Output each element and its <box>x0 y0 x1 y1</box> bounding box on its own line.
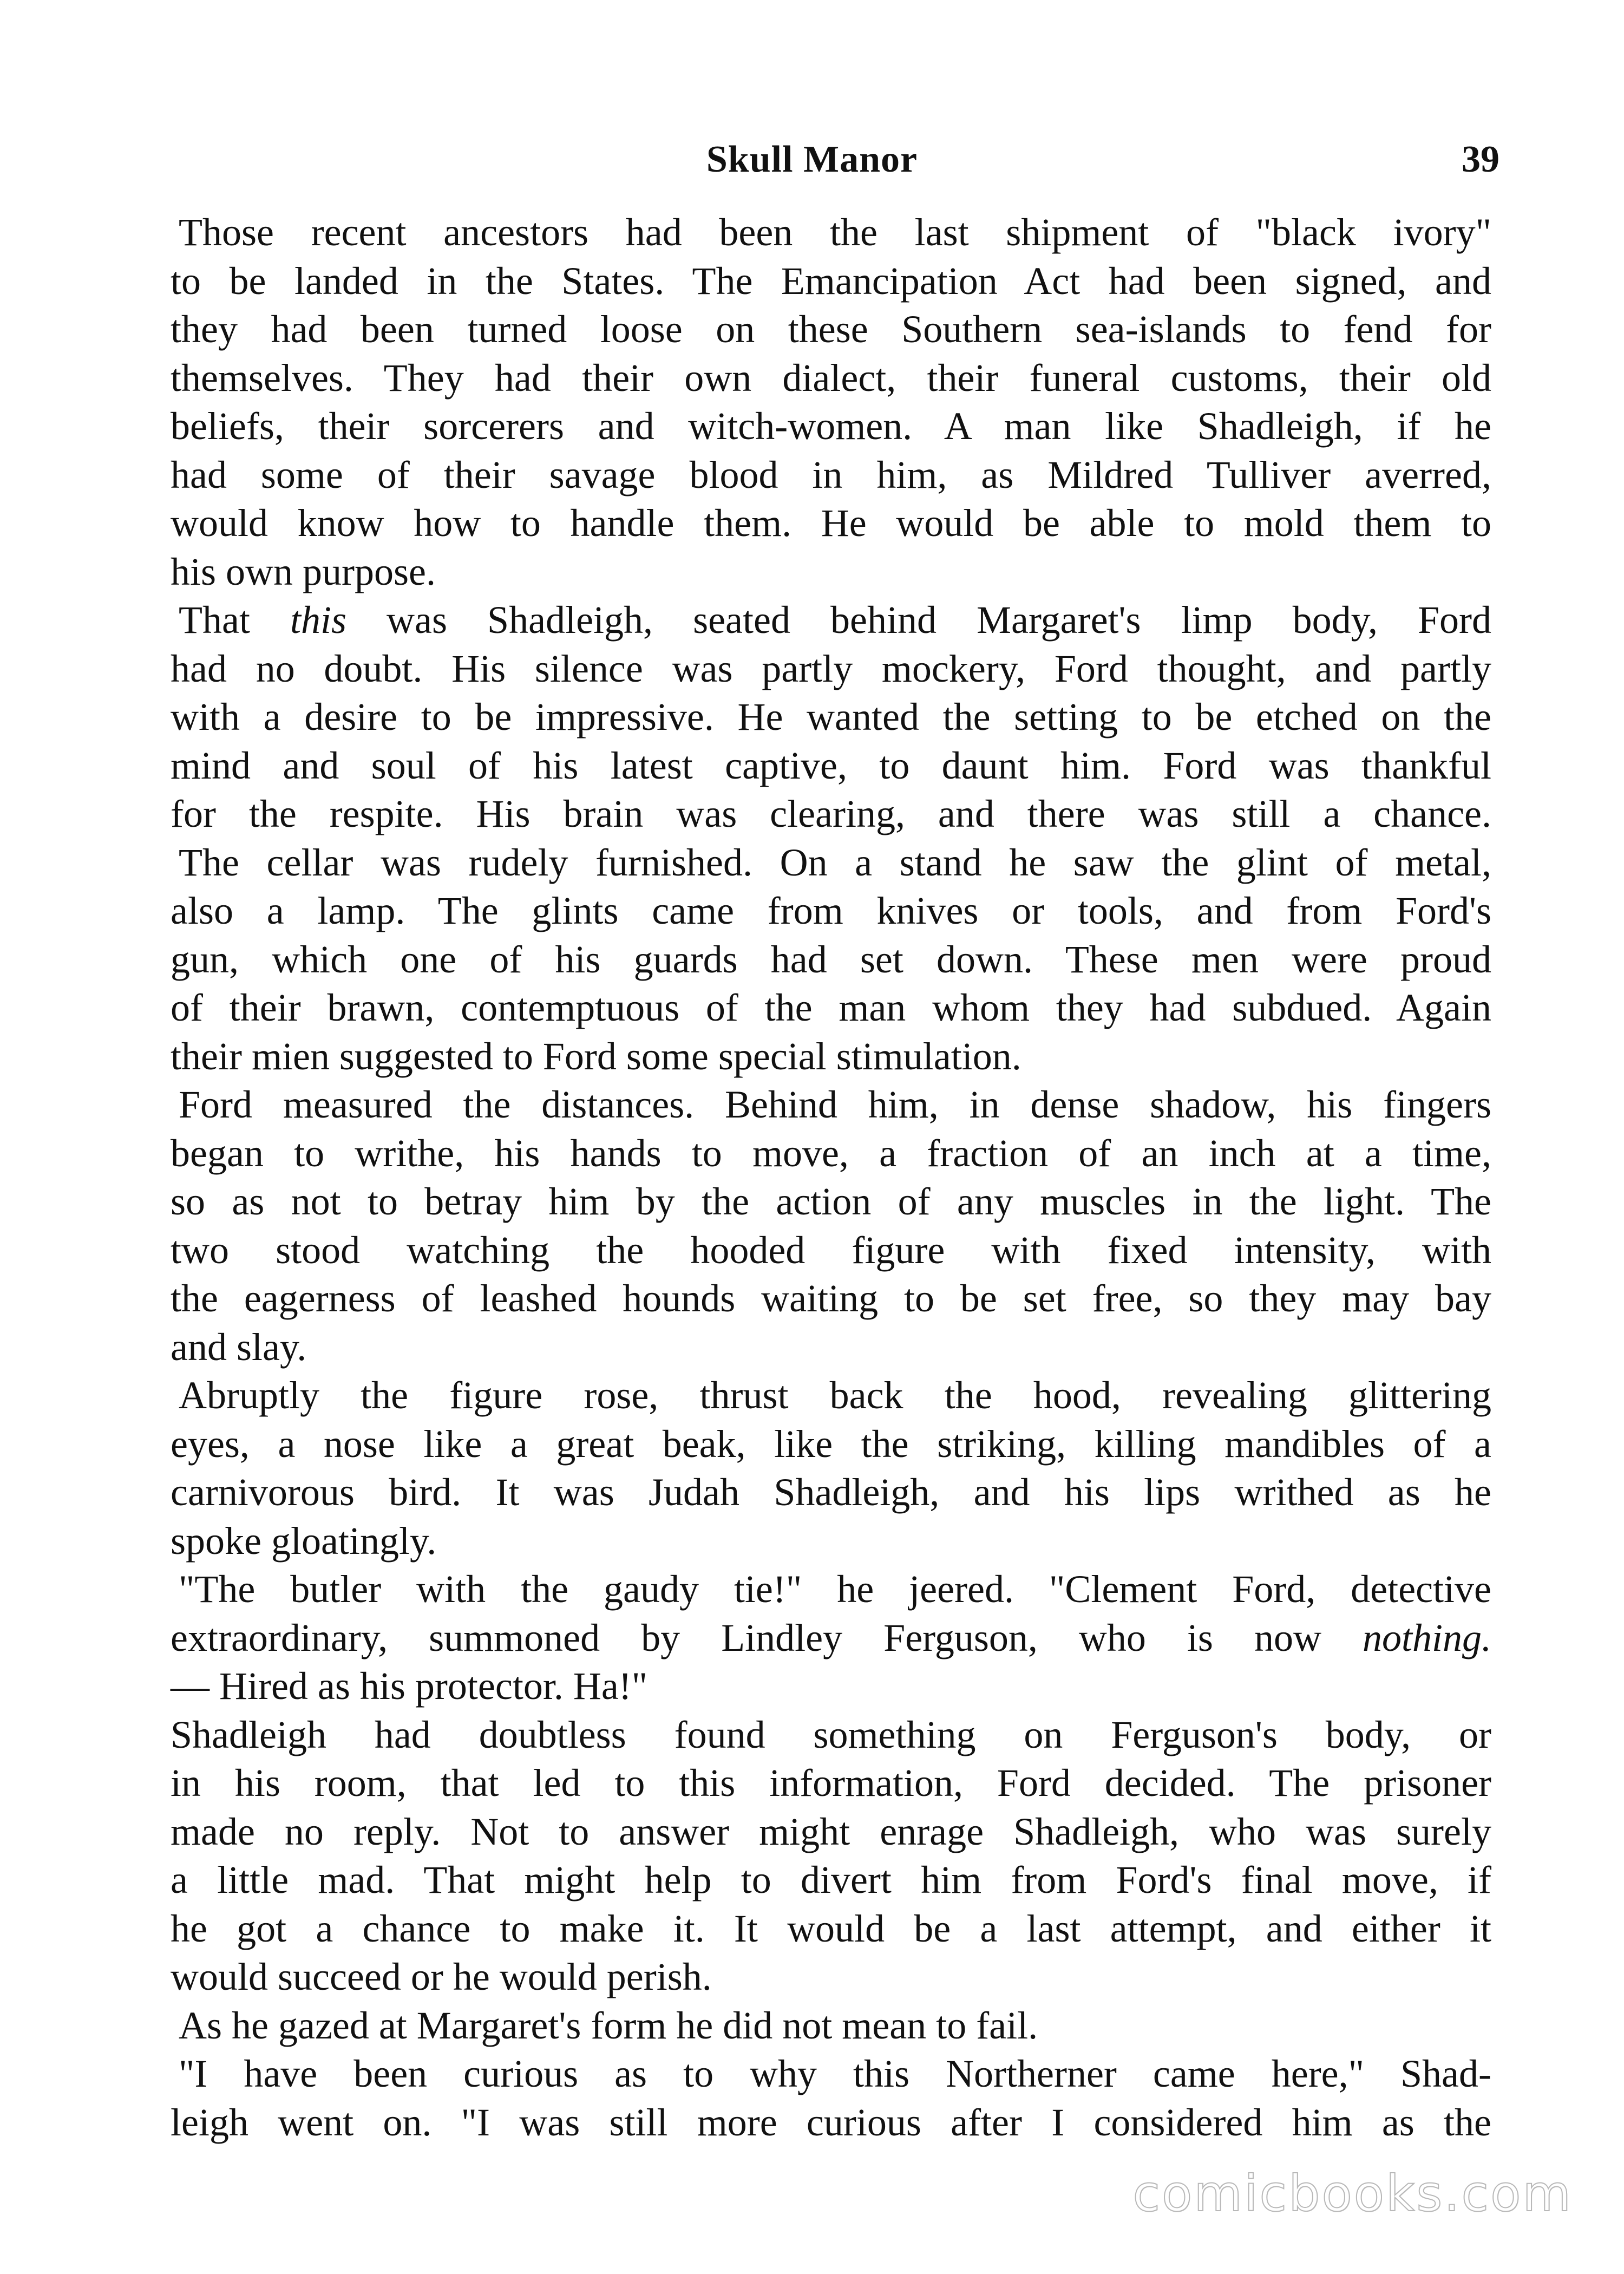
page-number: 39 <box>1462 139 1499 180</box>
text-line: in his room, that led to this information, Ford decided. The prisoner <box>171 1761 1491 1805</box>
text-line: he got a chance to make it. It would be a last attempt, and either it <box>171 1906 1491 1950</box>
text-line: "The butler with the gaudy tie!" he jeered. "Clement Ford, detective <box>179 1567 1491 1611</box>
text-line: Those recent ancestors had been the last shipment of "black ivory" <box>179 211 1491 254</box>
text-line: also a lamp. The glints came from knives or tools, and from Ford's <box>171 889 1491 932</box>
text-line: the eagerness of leashed hounds waiting to be set free, so they may bay <box>171 1277 1491 1320</box>
text-line: had some of their savage blood in him, as Mildred Tulliver averred, <box>171 453 1491 496</box>
text-line-italic: That this was Shadleigh, seated behind Margaret's limp body, Ford <box>179 598 1491 642</box>
text-line: As he gazed at Margaret's form he did not mean to fail. <box>179 2003 1038 2047</box>
text-line: their mien suggested to Ford some special stimulation. <box>171 1034 1021 1078</box>
text-line: with a desire to be impressive. He wanted the setting to be etched on the <box>171 695 1491 739</box>
text-line: Ford measured the distances. Behind him, in dense shadow, his fingers <box>179 1083 1491 1126</box>
text-line: The cellar was rudely furnished. On a stand he saw the glint of metal, <box>179 840 1491 884</box>
text-line: of their brawn, contemptuous of the man whom they had subdued. Again <box>171 986 1491 1029</box>
text-line: mind and soul of his latest captive, to daunt him. Ford was thankful <box>171 743 1491 787</box>
running-header <box>0 127 1624 192</box>
text-line: eyes, a nose like a great beak, like the striking, killing mandibles of a <box>171 1422 1491 1466</box>
italic-word: this <box>290 598 347 642</box>
body-text <box>171 208 1491 2147</box>
text-line: for the respite. His brain was clearing, and there was still a chance. <box>171 792 1491 835</box>
running-title: Skull Manor <box>706 139 918 180</box>
text-line: his own purpose. <box>171 550 436 593</box>
text-line: two stood watching the hooded figure with fixed intensity, with <box>171 1228 1491 1272</box>
italic-word: nothing. <box>1362 1616 1491 1659</box>
text-line: they had been turned loose on these Southern sea-islands to fend for <box>171 308 1491 351</box>
watermark: comicbooks.com <box>1132 2165 1573 2223</box>
text-line: made no reply. Not to answer might enrage Shadleigh, who was surely <box>171 1809 1491 1853</box>
text-line: to be landed in the States. The Emancipation Act had been signed, and <box>171 259 1491 303</box>
text-line: "I have been curious as to why this Northerner came here," Shad- <box>179 2052 1491 2095</box>
text-line: — Hired as his protector. Ha!" <box>171 1664 648 1708</box>
text-line: carnivorous bird. It was Judah Shadleigh, and his lips writhed as he <box>171 1471 1491 1514</box>
text-line: would succeed or he would perish. <box>171 1955 712 1998</box>
text-line: so as not to betray him by the action of any muscles in the light. The <box>171 1180 1491 1223</box>
text-line: Shadleigh had doubtless found something on Ferguson's body, or <box>171 1713 1491 1756</box>
text-line: leigh went on. "I was still more curious after I considered him as the <box>171 2100 1491 2144</box>
text-line: and slay. <box>171 1325 307 1369</box>
text-line: beliefs, their sorcerers and witch-women. A man like Shadleigh, if he <box>171 404 1491 448</box>
text-line-italic: extraordinary, summoned by Lindley Ferguson, who is now nothing. <box>171 1616 1491 1659</box>
text-line: began to writhe, his hands to move, a fraction of an inch at a time, <box>171 1131 1491 1175</box>
text-line: would know how to handle them. He would be able to mold them to <box>171 501 1491 545</box>
text-line: had no doubt. His silence was partly mockery, Ford thought, and partly <box>171 646 1491 690</box>
text-line: a little mad. That might help to divert him from Ford's final move, if <box>171 1858 1491 1901</box>
text-line: themselves. They had their own dialect, their funeral customs, their old <box>171 356 1491 400</box>
text-line: Abruptly the figure rose, thrust back the hood, revealing glittering <box>179 1374 1491 1417</box>
text-line: spoke gloatingly. <box>171 1519 437 1563</box>
text-line: gun, which one of his guards had set down. These men were proud <box>171 937 1491 981</box>
